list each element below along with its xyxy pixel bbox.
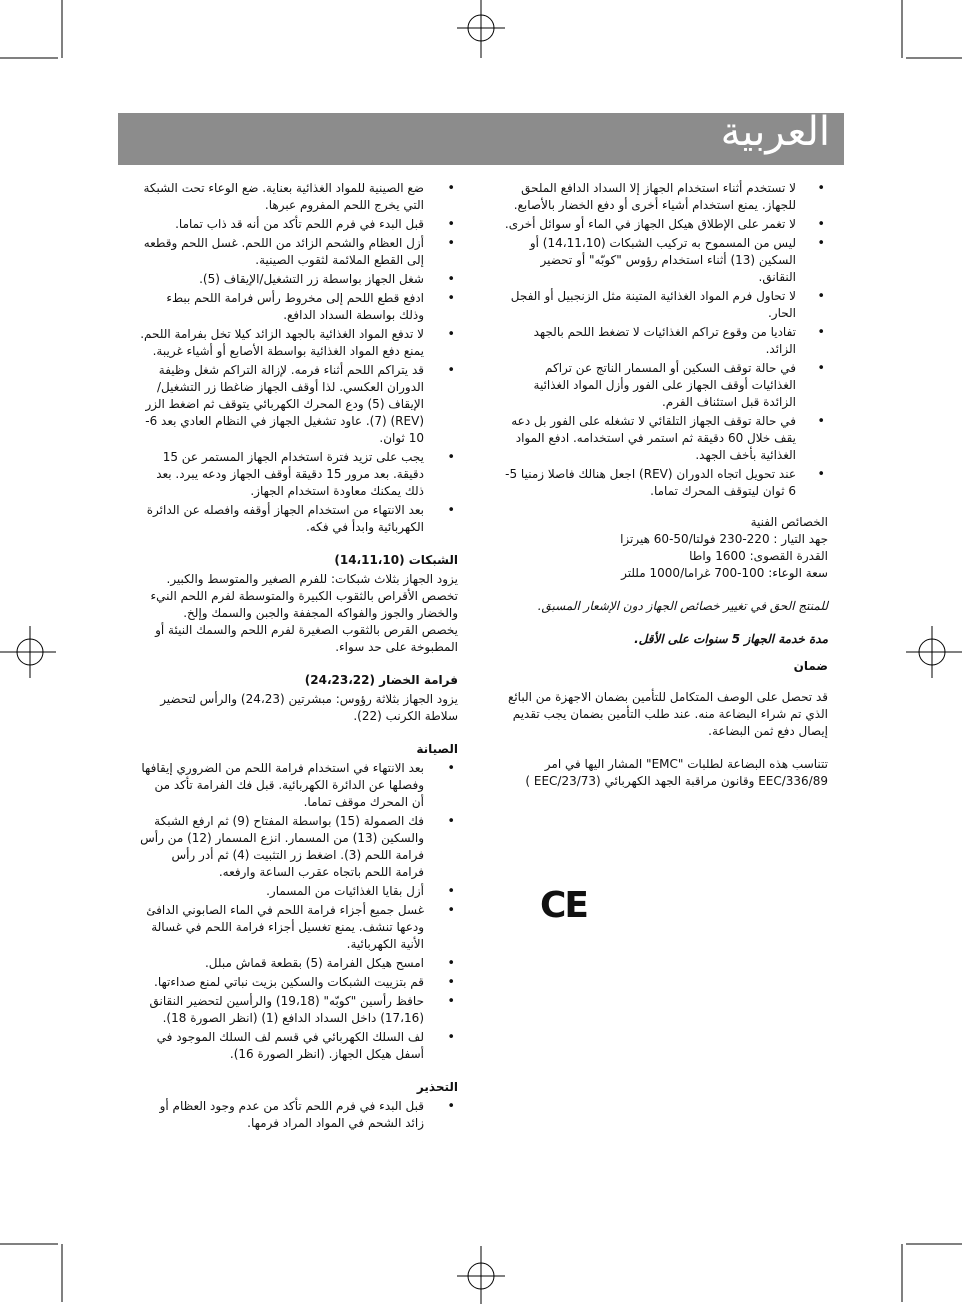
safety-bullets	[500, 180, 828, 500]
maintenance-title: الصيانة	[416, 742, 458, 756]
veg-text: يزود الجهاز بثلاثة رؤوس: مبشرتين (24،23) والرأس لتحضير سلاطة الكرنب (22).	[160, 692, 458, 723]
list-item: • أزل بقايا الغذائيات من المسمار.	[140, 883, 458, 900]
emc-text: تتناسب هذه البضاعة لطلبات "EMC" المشار اليها في امر EEC/336/89 وقانون مراقبة الجهد الكهربائي (EEC/23/73 )	[525, 757, 828, 788]
spec-voltage: جهد التيار : 220-230 فولتا/50-60 هيرتزا	[620, 532, 828, 546]
list-item: • امسح هيكل الفرامة (5) بقطعة قماش مبلل.	[140, 955, 458, 972]
list-item: • ضع الصينية للمواد الغذائية بعناية. ضع الوعاء تحت الشبكة التي يخرج اللحم المفروم عبرها.	[140, 180, 458, 214]
list-item: • حافظ رأسين "كوبّه" (19،18) والرأسين لتحضير النقانق (17،16) داخل السداد الدافع (1) (انظر الصورة 18).	[140, 993, 458, 1027]
spec-capacity: سعة الوعاء: 100-700 غراما/1000 مللتر	[621, 566, 828, 580]
grids-text: تخصص الأقراص بالثقوب الكبيرة والمتوسطة لفرم اللحم النيء والخضار والجوز والفواكه المجففة والجبن والسمك وإلخ.	[150, 589, 458, 620]
left-column	[140, 180, 458, 1134]
rights-note: للمنتج الحق في تغيير خصائص الجهاز دون الإشعار المسبق.	[537, 599, 828, 613]
list-item: • يجب على تزيد فترة استخدام الجهاز المستمر عن 15 دقيقة. بعد مرور 15 دقيقة أوقف الجهاز ودعه يبرد. بعد ذلك يمكنك معاودة استخدام الجهاز.	[140, 449, 458, 500]
list-item: • قبل البدء في فرم اللحم تأكد من عدم وجود العظام أو زائد الشحم في المواد المراد فرمها.	[140, 1098, 458, 1132]
list-item: • بعد الانتهاء في استخدام فرامة اللحم من الضروري إيقافها وفصلها عن الدائرة الكهربائية. قبل فك الفرامة تأكد من أن المحرك موقف تماما.	[140, 760, 458, 811]
list-item: • تفاديا من وقوع تراكم الغذائيات لا تضغط اللحم بالجهد الزائد.	[500, 324, 828, 358]
specs-title: الخصائص الفنية	[750, 515, 828, 529]
spec-power: القدرة القصوى: 1600 واطا	[689, 549, 828, 563]
language-header-bar	[118, 109, 844, 165]
registration-mark-top	[451, 0, 511, 60]
right-column	[500, 180, 828, 790]
list-item: • لف السلك الكهربائي في قسم لف السلك الموجود في أسفل هيكل الجهاز. (انظر الصورة 16).	[140, 1029, 458, 1063]
grids-title: الشبكات (14،11،10)	[334, 553, 458, 567]
ce-mark: CE	[540, 885, 588, 926]
veg-title: فرامة الخضار (24،23،22)	[304, 673, 458, 687]
list-item: • بعد الانتهاء من استخدام الجهاز أوقفه وافصله عن الدائرة الكهربائية وابدأ في فكه.	[140, 502, 458, 536]
list-item: • ادفع قطع اللحم إلى مخروط رأس فرامة اللحم ببطء وذلك بواسطة السداد الدافع.	[140, 290, 458, 324]
usage-bullets	[140, 180, 458, 536]
list-item: • قبل البدء في فرم اللحم تأكد من أنه قد ذاب تماما.	[140, 216, 458, 233]
list-item: • أزل العظام والشحم الزائد من اللحم. غسل اللحم وقطعه إلى القطع الملائمة لثقوب الصينية.	[140, 235, 458, 269]
language-title: العربية	[720, 109, 830, 155]
registration-mark-right	[902, 622, 962, 682]
service-life: مدة خدمة الجهاز 5 سنوات على الأقل.	[634, 632, 828, 646]
list-item: • لا تستخدم أثناء استخدام الجهاز إلا السداد الدافع الملحق للجهاز. يمنع استخدام أشياء أخرى أو دفع الخضار بالأصابع.	[500, 180, 828, 214]
list-item: • شغل الجهاز بواسطة زر التشغيل/الإيقاف (5).	[140, 271, 458, 288]
list-item: • قد يتراكم اللحم أثناء فرمه. لإزالة التراكم شغل وظيفة الدوران العكسي. لذا أوقف الجهاز ضاغطا زر التشغيل/الإيقاف (5) ودع المحرك الكهربائي يتوقف ثم اضغط الزر (REV) (7). عاود تشغيل الجهاز في النظام العادي بعد 6-10 ثوان.	[140, 362, 458, 447]
warranty-text: قد تحصل على الوصف المتكامل للتأمين بضمان الاجهزة من البائع الذي تم شراء البضاعة منه. عند طلب التأمين بضمان يجب تقديم إيصال دفع ثمن البضاعة.	[507, 690, 828, 738]
grids-text: يزود الجهاز بثلاث شبكات: للفرم الصغير والمتوسط والكبير.	[166, 572, 458, 586]
list-item: • في حالة توقف الجهاز التلقائي لا تشغله على الفور بل دعه يقف خلال 60 دقيقة ثم استمر في استخدامه. ادفع المواد الغذائية بأخف الجهد.	[500, 413, 828, 464]
registration-mark-left	[0, 622, 60, 682]
warning-bullets	[140, 1098, 458, 1132]
registration-mark-bottom	[451, 1246, 511, 1306]
list-item: • لا تدفع المواد الغذائية بالجهد الزائد كيلا تخل بفرامة اللحم. يمنع دفع المواد الغذائية بواسطة الأصابع أو أشياء غريبة.	[140, 326, 458, 360]
list-item: • قم بتزييت الشبكات والسكين بزيت نباتي لمنع صداءتها.	[140, 974, 458, 991]
list-item: • غسل جميع أجزاء فرامة اللحم في الماء الصابوني الدافئ ودعها تنشف. يمنع تغسيل أجزاء فرامة اللحم في غسالة الأنية الكهربائية.	[140, 902, 458, 953]
list-item: • عند تحويل اتجاه الدوران (REV) اجعل هنالك فاصلا زمنيا 5-6 ثوان ليتوقف المحرك تماما.	[500, 466, 828, 500]
list-item: • ليس من المسموح به تركيب الشبكات (14،11،10) أو السكين (13) أثناء استخدام رؤوس "كوبّه" أو تحضير النقانق.	[500, 235, 828, 286]
maintenance-bullets	[140, 760, 458, 1063]
warranty-title: ضمان	[793, 659, 828, 673]
list-item: • فك الصمولة (15) بواسطة المفتاح (9) ثم ارفع الشبكة والسكين (13) من المسمار. انزع المسمار (12) من رأس فرامة اللحم (3). اضغط زر التثبيت (4) ثم أدر رأس فرامة اللحم باتجاه عقرب الساعة وارفعه.	[140, 813, 458, 881]
grids-text: يخصص القرص بالثقوب الصغيرة لفرم اللحم والسمك النيئة أو المطبوخة على حد سواء.	[155, 623, 458, 654]
list-item: • في حالة توقف السكين أو المسمار الناتج عن تراكم الغذائيات أوقف الجهاز على الفور وأزل المواد الغذائية الزائدة قبل استئناف الفرم.	[500, 360, 828, 411]
list-item: • لا تغمر على الإطلاق هيكل الجهاز في الماء أو سوائل أخرى.	[500, 216, 828, 233]
warning-title: التحذير	[416, 1080, 458, 1094]
list-item: • لا تحاول فرم المواد الغذائية المتينة مثل الزنجبيل أو الفجل الحار.	[500, 288, 828, 322]
